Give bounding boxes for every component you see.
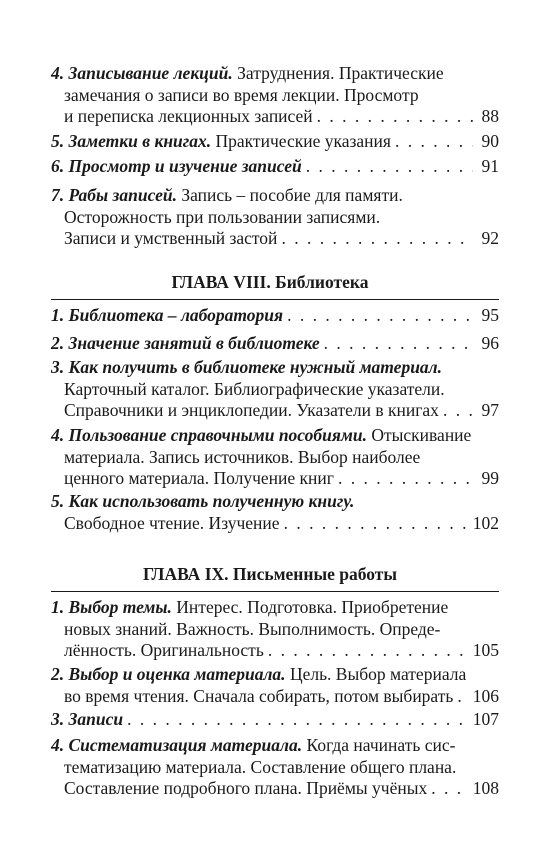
dot-leader <box>284 513 469 535</box>
page-number: 106 <box>472 685 499 706</box>
chapter-rule <box>51 299 499 300</box>
entry-text: материала. Запись источников. Выбор наиболее <box>64 446 421 467</box>
entry-text: Отыскивание <box>371 425 472 445</box>
entry-text: Когда начинать сис- <box>306 735 456 755</box>
dot-leader <box>268 640 469 662</box>
dot-leader <box>317 106 473 128</box>
entry-title: 4. Записывание лекций. <box>51 63 233 83</box>
page-number: 102 <box>472 512 499 533</box>
entry-title: 2. Значение занятий в библиотеке <box>51 333 320 353</box>
toc-entry[interactable] <box>51 425 499 490</box>
entry-title: 5. Заметки в книгах. <box>51 131 212 151</box>
page-number: 91 <box>481 156 499 176</box>
entry-title: 1. Выбор темы. <box>51 597 172 617</box>
toc-entry[interactable] <box>51 185 499 250</box>
dot-leader <box>127 709 469 731</box>
entry-text: Карточный каталог. Библиографические указатели. <box>64 378 445 399</box>
entry-title: 6. Просмотр и изучение записей <box>51 156 302 176</box>
chapter-heading: ГЛАВА IX. Письменные работы <box>142 564 398 584</box>
toc-entry[interactable] <box>51 357 499 422</box>
entry-text: Интерес. Подготовка. Приобретение <box>176 597 449 617</box>
page-number: 88 <box>481 106 499 126</box>
toc-entry[interactable] <box>51 333 499 355</box>
chapter-heading: ГЛАВА VIII. Библиотека <box>171 272 369 292</box>
page-number: 99 <box>481 468 499 488</box>
entry-text: лённость. Оригинальность <box>64 640 264 660</box>
toc-entry[interactable] <box>51 491 499 534</box>
entry-text: Запись – пособие для памяти. <box>181 185 403 205</box>
entry-text: замечания о записи во время лекции. Просмотр <box>64 84 419 105</box>
entry-text: Записи и умственный застой <box>64 228 278 248</box>
page-number: 92 <box>481 228 499 248</box>
page-number: 90 <box>481 131 499 151</box>
dot-leader <box>306 156 473 178</box>
entry-text: Практические указания <box>215 131 391 151</box>
page-number: 107 <box>472 709 499 729</box>
dot-leader <box>338 468 473 490</box>
entry-text: ценного материала. Получение книг <box>64 468 334 488</box>
toc-entry[interactable] <box>51 735 499 800</box>
page-number: 105 <box>472 640 499 660</box>
entry-text: во время чтения. Сначала собирать, потом выбирать <box>64 685 454 706</box>
toc-entry[interactable] <box>51 131 499 153</box>
entry-title: 1. Библиотека – лаборатория <box>51 305 284 325</box>
entry-text: Затруднения. Практические <box>237 63 444 83</box>
entry-text: Цель. Выбор материала <box>289 664 467 684</box>
page-number: 95 <box>481 305 499 325</box>
entry-title: 5. Как использовать полученную книгу. <box>51 491 355 511</box>
entry-title: 3. Записи <box>51 709 124 729</box>
entry-text: Справочники и энциклопедии. Указатели в книгах <box>64 400 439 420</box>
entry-title: 4. Пользование справочными пособиями. <box>51 425 367 445</box>
entry-text: и переписка лекционных записей <box>64 106 313 126</box>
dot-leader <box>324 333 473 355</box>
entry-text: тематизацию материала. Составление общего плана. <box>64 756 457 777</box>
page-number: 97 <box>481 400 499 420</box>
toc-entry[interactable] <box>51 597 499 662</box>
dot-leader <box>431 778 469 800</box>
entry-text: новых знаний. Важность. Выполнимость. Опреде- <box>64 618 441 639</box>
entry-text: Свободное чтение. Изучение <box>64 512 280 533</box>
toc-entry[interactable] <box>51 709 499 731</box>
toc-entry[interactable] <box>51 156 499 178</box>
entry-title: 7. Рабы записей. <box>51 185 177 205</box>
dot-leader <box>457 686 468 708</box>
page-number: 96 <box>481 333 499 353</box>
dot-leader <box>287 305 473 327</box>
entry-text: Составление подробного плана. Приёмы учёных <box>64 778 428 798</box>
entry-text: Осторожность при пользовании записями. <box>64 206 381 227</box>
dot-leader <box>443 400 473 422</box>
toc-entry[interactable] <box>51 63 499 128</box>
entry-title: 4. Систематизация материала. <box>51 735 303 755</box>
page-number: 108 <box>472 778 499 798</box>
toc-entry[interactable] <box>51 664 499 707</box>
entry-title: 2. Выбор и оценка материала. <box>51 664 286 684</box>
entry-title: 3. Как получить в библиотеке нужный материал. <box>51 357 443 377</box>
dot-leader <box>395 131 473 153</box>
chapter-rule <box>51 591 499 592</box>
dot-leader <box>281 228 473 250</box>
toc-entry[interactable] <box>51 305 499 327</box>
